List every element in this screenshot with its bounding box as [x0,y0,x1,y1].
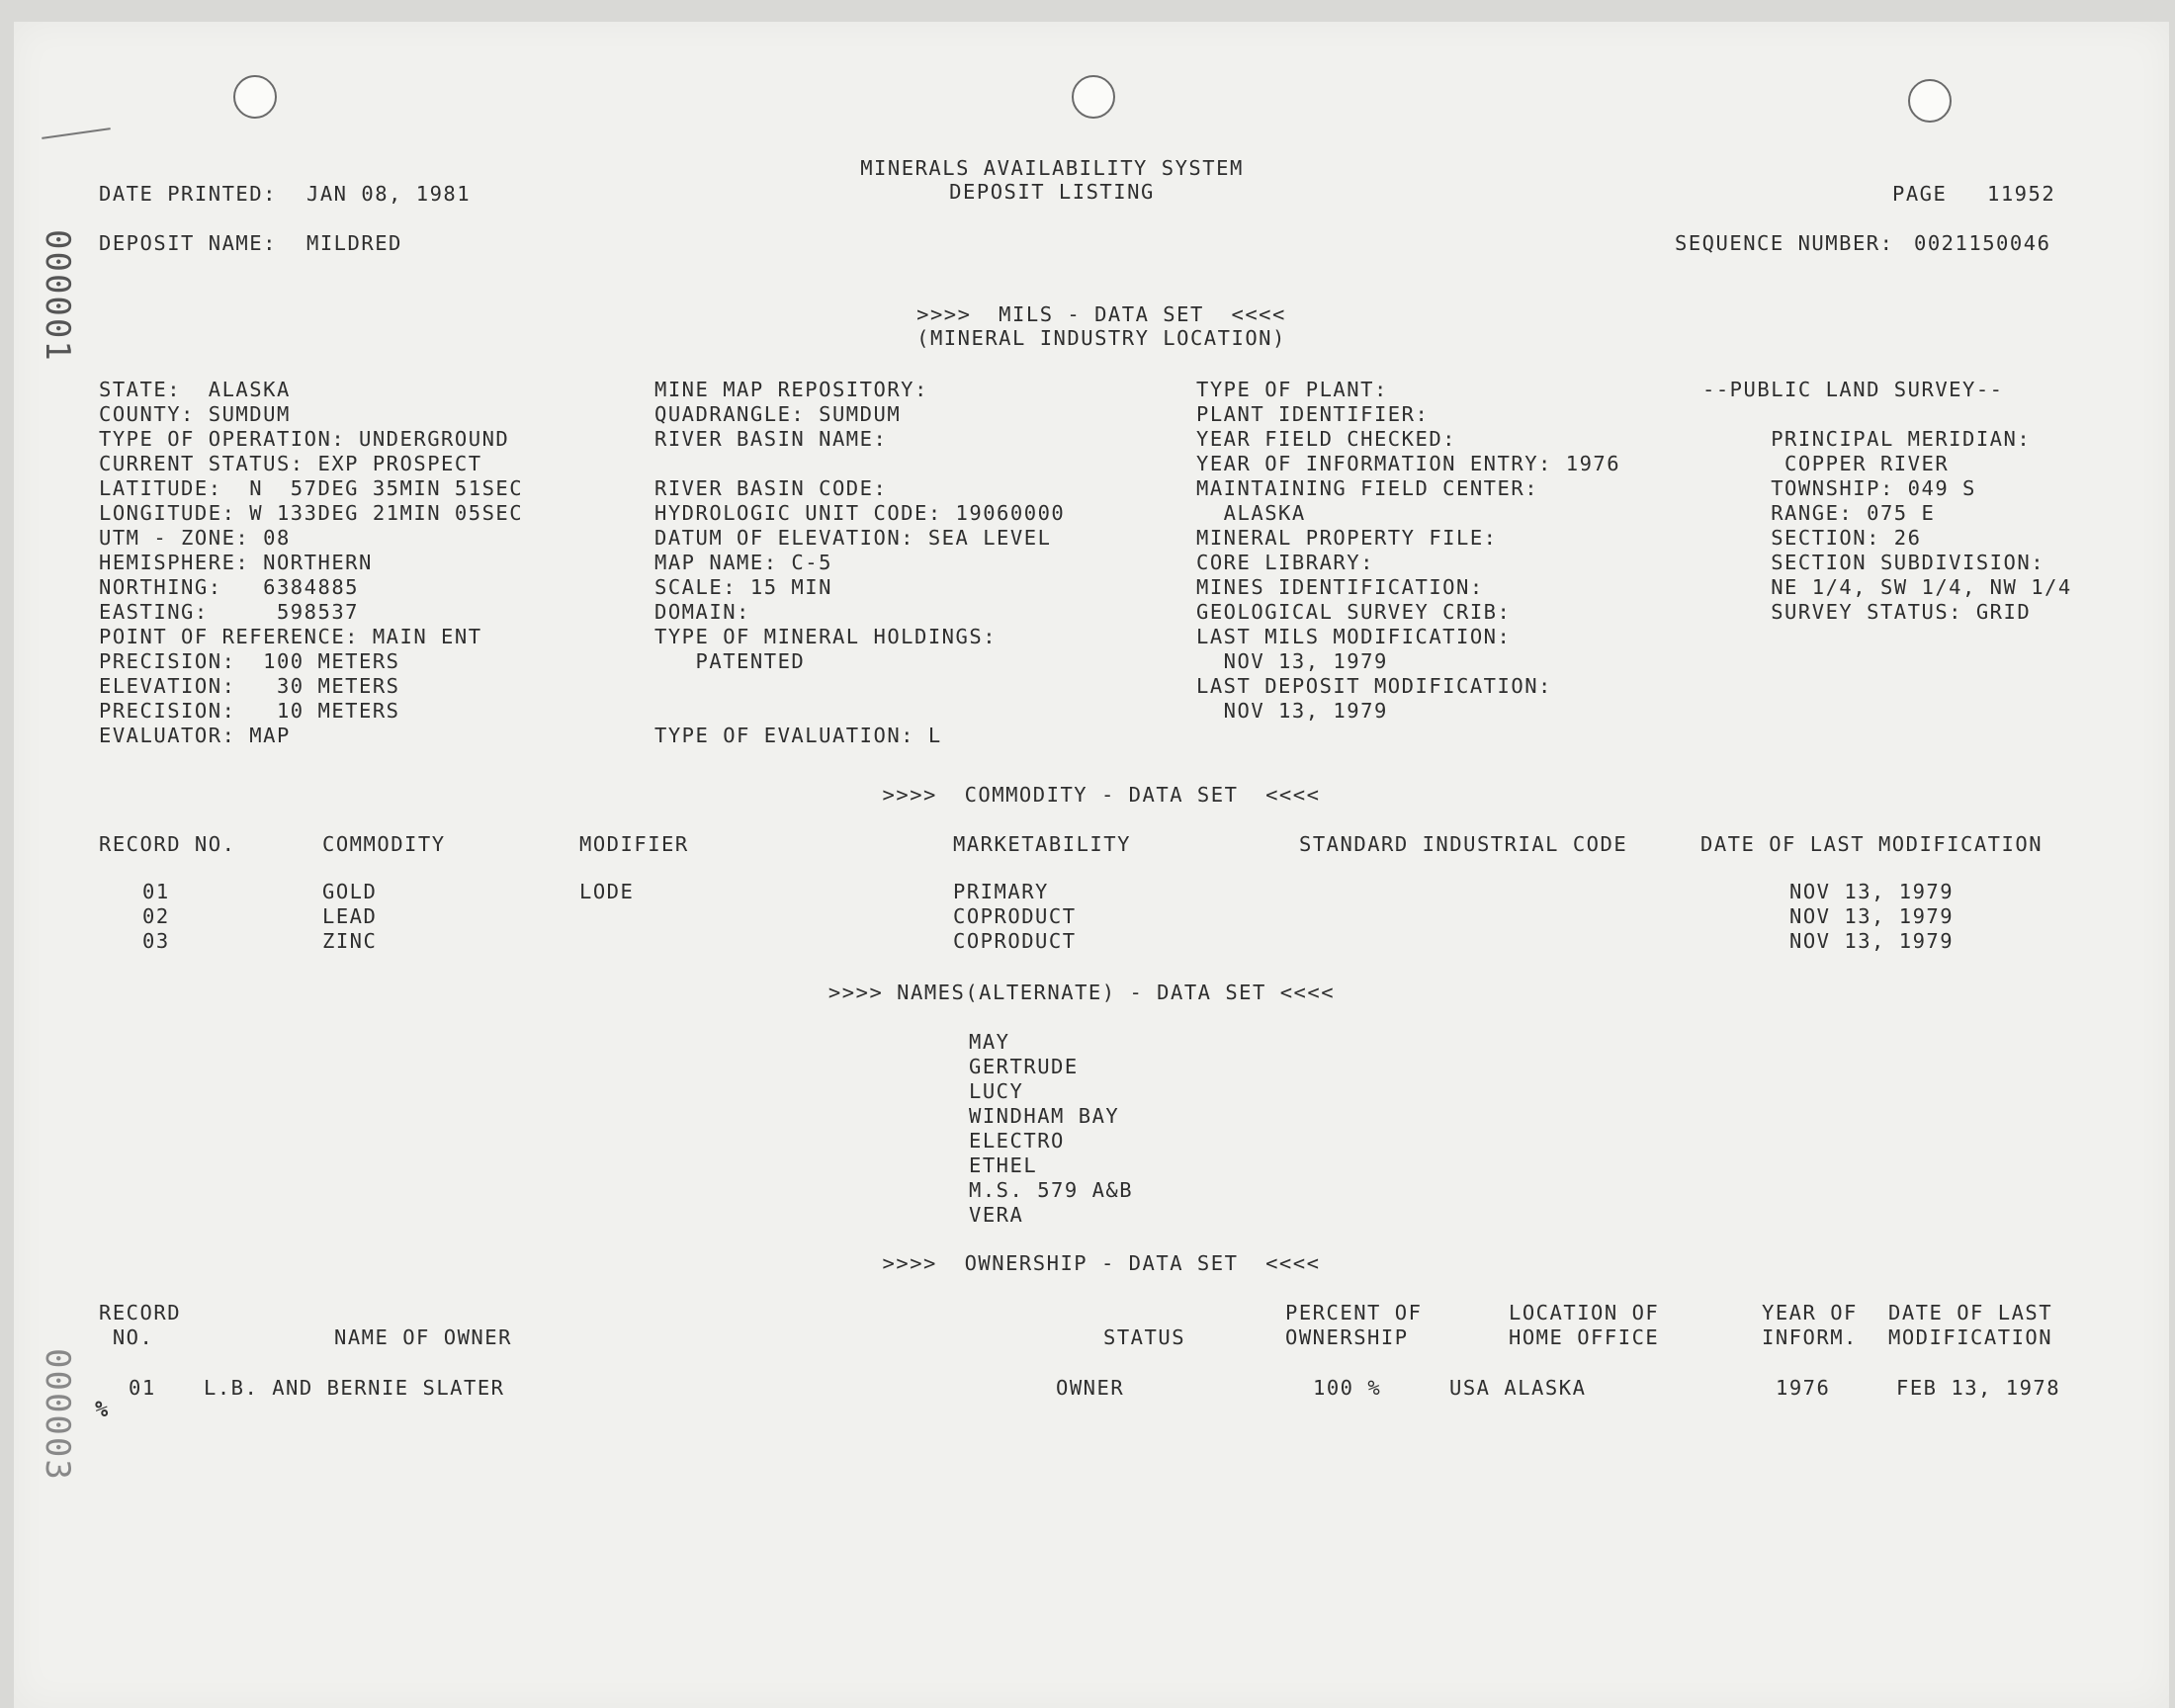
commodity-cell-commodity: LEAD [322,904,378,928]
commodity-cell-marketability: COPRODUCT [953,904,1077,928]
commodity-header-marketability: MARKETABILITY [953,832,1131,856]
mils-field-line: LAST DEPOSIT MODIFICATION: [1196,674,1552,698]
commodity-header-commodity: COMMODITY [322,832,446,856]
mils-field-line: MINE MAP REPOSITORY: [654,378,928,401]
alternate-name: WINDHAM BAY [969,1104,1120,1128]
commodity-cell-marketability: PRIMARY [953,880,1049,903]
mils-field-line: COUNTY: SUMDUM [99,402,291,426]
mils-field-line: MINERAL PROPERTY FILE: [1196,526,1498,550]
mils-field-line: TOWNSHIP: 049 S [1702,476,1976,500]
mils-field-line: RANGE: 075 E [1702,501,1936,525]
mils-field-line: DATUM OF ELEVATION: SEA LEVEL [654,526,1052,550]
system-title: MINERALS AVAILABILITY SYSTEM [860,156,1244,180]
ownership-header-percent-2: OWNERSHIP [1285,1325,1409,1349]
names-heading: >>>> NAMES(ALTERNATE) - DATA SET <<<< [827,981,1336,1004]
alternate-name: GERTRUDE [969,1055,1079,1078]
mils-field-line: HEMISPHERE: NORTHERN [99,551,373,574]
mils-field-line [654,699,1065,724]
mils-heading: >>>> MILS - DATA SET <<<< [916,302,1286,326]
deposit-name-value: MILDRED [306,231,402,255]
mils-field-line [654,674,1065,699]
mils-field-line: QUADRANGLE: SUMDUM [654,402,902,426]
printout-sheet [14,22,2169,1708]
mils-field-line: NOV 13, 1979 [1196,699,1388,723]
alternate-name: ETHEL [969,1153,1038,1177]
ownership-header-year-2: INFORM. [1762,1325,1858,1349]
mils-field-line: PLANT IDENTIFIER: [1196,402,1430,426]
alternate-name: LUCY [969,1079,1024,1103]
owner-name: L.B. AND BERNIE SLATER [204,1376,505,1400]
mils-column-administration [1196,378,1620,724]
mils-field-line: TYPE OF MINERAL HOLDINGS: [654,625,998,648]
mils-field-line: LONGITUDE: W 133DEG 21MIN 05SEC [99,501,524,525]
owner-last-modification: FEB 13, 1978 [1896,1376,2061,1400]
commodity-header-date: DATE OF LAST MODIFICATION [1700,832,2044,856]
page-label: PAGE [1892,182,1948,206]
mils-field-line: NE 1/4, SW 1/4, NW 1/4 [1702,575,2072,599]
punch-hole-right [1908,79,1952,123]
mils-field-line: --PUBLIC LAND SURVEY-- [1702,378,2004,401]
mils-field-line: MINES IDENTIFICATION: [1196,575,1484,599]
mils-field-line: POINT OF REFERENCE: MAIN ENT [99,625,482,648]
sequence-number-label: SEQUENCE NUMBER: [1675,231,1894,255]
mils-field-line: TYPE OF PLANT: [1196,378,1388,401]
mils-field-line: RIVER BASIN NAME: [654,427,888,451]
mils-subheading: (MINERAL INDUSTRY LOCATION) [916,326,1286,350]
owner-record: 01 [129,1376,156,1400]
alternate-name: MAY [969,1030,1010,1054]
mils-field-line: HYDROLOGIC UNIT CODE: 19060000 [654,501,1066,525]
mils-field-line: SECTION: 26 [1702,526,1922,550]
ownership-header-date-2: MODIFICATION [1888,1325,2053,1349]
mils-field-line: EASTING: 598537 [99,600,359,624]
mils-column-location [99,378,523,748]
alternate-names-list [969,1030,1133,1228]
mils-field-line: CORE LIBRARY: [1196,551,1374,574]
commodity-cell-date: NOV 13, 1979 [1789,880,1955,903]
mils-field-line [654,452,1065,476]
mils-field-line: PATENTED [654,649,806,673]
ownership-header-record-2: NO. [99,1325,154,1349]
listing-title: DEPOSIT LISTING [949,180,1155,204]
date-printed-value: JAN 08, 1981 [306,182,472,206]
mils-field-line: SURVEY STATUS: GRID [1702,600,2032,624]
alternate-name: ELECTRO [969,1129,1065,1153]
mils-field-line: NORTHING: 6384885 [99,575,359,599]
commodity-cell-commodity: ZINC [322,929,378,953]
ownership-header-date-1: DATE OF LAST [1888,1301,2053,1324]
mils-column-map [654,378,1065,748]
mils-field-line: TYPE OF OPERATION: UNDERGROUND [99,427,510,451]
commodity-cell-record: 03 [142,929,170,953]
alternate-name: M.S. 579 A&B [969,1178,1134,1202]
mils-field-line: CURRENT STATUS: EXP PROSPECT [99,452,482,475]
mils-field-line: ELEVATION: 30 METERS [99,674,400,698]
ownership-heading: >>>> OWNERSHIP - DATA SET <<<< [882,1251,1321,1275]
ownership-header-location-2: HOME OFFICE [1509,1325,1660,1349]
mils-field-line [1702,402,2072,427]
mils-field-line: UTM - ZONE: 08 [99,526,291,550]
mils-field-line: ALASKA [1196,501,1306,525]
mils-field-line: PRECISION: 100 METERS [99,649,400,673]
mils-field-line: RIVER BASIN CODE: [654,476,888,500]
frame-stamp-top: 000001 [38,229,77,363]
commodity-cell-record: 02 [142,904,170,928]
mils-field-line: GEOLOGICAL SURVEY CRIB: [1196,600,1512,624]
mils-field-line: SECTION SUBDIVISION: [1702,551,2045,574]
date-printed-label: DATE PRINTED: [99,182,277,206]
end-of-record-mark: % [95,1398,109,1422]
commodity-cell-modifier: LODE [579,880,635,903]
frame-stamp-bottom: 000003 [38,1348,77,1482]
mils-field-line: MAP NAME: C-5 [654,551,832,574]
alternate-name: VERA [969,1203,1024,1227]
commodity-cell-date: NOV 13, 1979 [1789,929,1955,953]
commodity-header-record: RECORD NO. [99,832,236,856]
owner-year: 1976 [1776,1376,1831,1400]
commodity-cell-date: NOV 13, 1979 [1789,904,1955,928]
sequence-number-value: 0021150046 [1914,231,2051,255]
owner-percent: 100 % [1313,1376,1382,1400]
ownership-header-status: STATUS [1103,1325,1186,1349]
commodity-cell-record: 01 [142,880,170,903]
pen-mark [42,128,111,139]
owner-location: USA ALASKA [1449,1376,1587,1400]
ownership-header-percent-1: PERCENT OF [1285,1301,1423,1324]
commodity-header-sic: STANDARD INDUSTRIAL CODE [1299,832,1628,856]
page-number: 11952 [1987,182,2056,206]
mils-field-line: YEAR FIELD CHECKED: [1196,427,1456,451]
mils-field-line: STATE: ALASKA [99,378,291,401]
mils-field-line: COPPER RIVER [1702,452,1950,475]
commodity-cell-marketability: COPRODUCT [953,929,1077,953]
ownership-header-name: NAME OF OWNER [334,1325,512,1349]
mils-field-line: EVALUATOR: MAP [99,724,291,747]
mils-field-line: YEAR OF INFORMATION ENTRY: 1976 [1196,452,1621,475]
commodity-cell-commodity: GOLD [322,880,378,903]
mils-field-line: TYPE OF EVALUATION: L [654,724,942,747]
mils-column-land-survey [1702,378,2072,625]
ownership-header-location-1: LOCATION OF [1509,1301,1660,1324]
mils-field-line: PRECISION: 10 METERS [99,699,400,723]
mils-field-line: LATITUDE: N 57DEG 35MIN 51SEC [99,476,524,500]
ownership-header-record-1: RECORD [99,1301,182,1324]
punch-hole-left [233,75,277,119]
mils-field-line: NOV 13, 1979 [1196,649,1388,673]
commodity-heading: >>>> COMMODITY - DATA SET <<<< [882,783,1321,807]
owner-status: OWNER [1056,1376,1125,1400]
mils-field-line: SCALE: 15 MIN [654,575,832,599]
mils-field-line: PRINCIPAL MERIDIAN: [1702,427,2032,451]
mils-field-line: MAINTAINING FIELD CENTER: [1196,476,1539,500]
ownership-header-year-1: YEAR OF [1762,1301,1858,1324]
deposit-name-label: DEPOSIT NAME: [99,231,277,255]
punch-hole-center [1072,75,1115,119]
mils-field-line: DOMAIN: [654,600,750,624]
commodity-header-modifier: MODIFIER [579,832,689,856]
mils-field-line: LAST MILS MODIFICATION: [1196,625,1512,648]
